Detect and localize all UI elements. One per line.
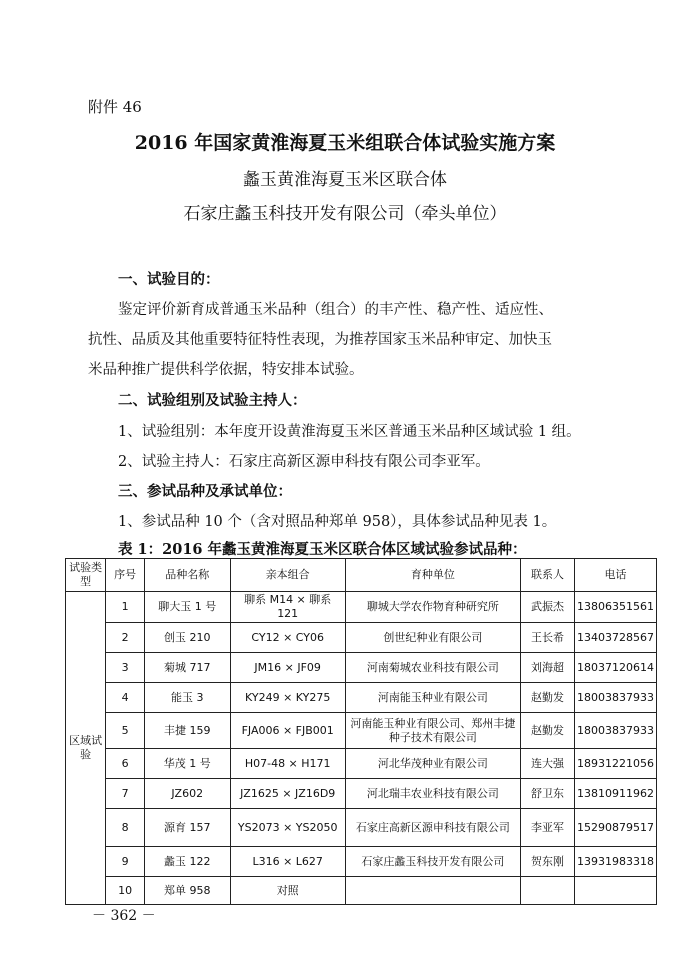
cell-no: 3 <box>106 653 144 683</box>
cell-parents: 聊系 M14 × 聊系 121 <box>230 592 345 623</box>
cell-parents: CY12 × CY06 <box>230 623 345 653</box>
cell-phone <box>575 877 657 905</box>
document-title: 2016 年国家黄淮海夏玉米组联合体试验实施方案 <box>134 132 556 154</box>
table-row <box>66 877 657 905</box>
cell-parents: H07-48 × H171 <box>230 749 345 779</box>
cell-name: 源育 157 <box>144 809 230 847</box>
cell-parents: L316 × L627 <box>230 847 345 877</box>
cell-phone: 15290879517 <box>575 809 657 847</box>
cell-breeder <box>345 877 520 905</box>
cell-parents: FJA006 × FJB001 <box>230 713 345 749</box>
cell-phone: 13403728567 <box>575 623 657 653</box>
cell-breeder: 聊城大学农作物育种研究所 <box>345 592 520 623</box>
header-type: 试验类型 <box>66 559 106 592</box>
cell-phone: 18003837933 <box>575 683 657 713</box>
cell-contact: 李亚军 <box>520 809 574 847</box>
cell-breeder: 河南能玉种业有限公司 <box>345 683 520 713</box>
cell-contact: 刘海超 <box>520 653 574 683</box>
cell-contact: 王长希 <box>520 623 574 653</box>
header-breeder: 育种单位 <box>345 559 520 592</box>
cell-parents: JM16 × JF09 <box>230 653 345 683</box>
cell-breeder: 石家庄蠡玉科技开发有限公司 <box>345 847 520 877</box>
document-subtitle-1: 蠡玉黄淮海夏玉米区联合体 <box>243 170 447 190</box>
cell-name: 创玉 210 <box>144 623 230 653</box>
cell-no: 2 <box>106 623 144 653</box>
section-2-heading: 二、试验组别及试验主持人： <box>118 392 307 409</box>
cell-name: 郑单 958 <box>144 877 230 905</box>
table-row <box>66 847 657 877</box>
trial-type-cell: 区域试验 <box>66 592 106 905</box>
section-1-line-3: 米品种推广提供科学依据，特安排本试验。 <box>88 362 364 378</box>
cell-contact: 贺东刚 <box>520 847 574 877</box>
cell-no: 9 <box>106 847 144 877</box>
cell-no: 10 <box>106 877 144 905</box>
section-1-line-1: 鉴定评价新育成普通玉米品种（组合）的丰产性、稳产性、适应性、 <box>118 302 553 318</box>
cell-parents: JZ1625 × JZ16D9 <box>230 779 345 809</box>
cell-phone: 13931983318 <box>575 847 657 877</box>
section-3-heading: 三、参试品种及承试单位： <box>118 483 292 500</box>
varieties-table <box>65 558 657 905</box>
cell-no: 7 <box>106 779 144 809</box>
cell-contact: 赵勤发 <box>520 713 574 749</box>
cell-no: 8 <box>106 809 144 847</box>
cell-parents: 对照 <box>230 877 345 905</box>
header-no: 序号 <box>106 559 144 592</box>
cell-name: 能玉 3 <box>144 683 230 713</box>
section-1-line-2: 抗性、品质及其他重要特征特性表现，为推荐国家玉米品种审定、加快玉 <box>88 332 552 348</box>
cell-no: 1 <box>106 592 144 623</box>
table-row <box>66 683 657 713</box>
section-2-item-1: 1、试验组别：本年度开设黄淮海夏玉米区普通玉米品种区域试验 1 组。 <box>118 424 581 440</box>
header-contact: 联系人 <box>520 559 574 592</box>
cell-contact: 赵勤发 <box>520 683 574 713</box>
cell-name: 菊城 717 <box>144 653 230 683</box>
table-row <box>66 653 657 683</box>
cell-breeder: 河北瑞丰农业科技有限公司 <box>345 779 520 809</box>
section-1-heading: 一、试验目的： <box>118 271 220 288</box>
table-row <box>66 809 657 847</box>
cell-name: 蠡玉 122 <box>144 847 230 877</box>
cell-no: 6 <box>106 749 144 779</box>
cell-breeder: 河南菊城农业科技有限公司 <box>345 653 520 683</box>
cell-breeder: 河北华茂种业有限公司 <box>345 749 520 779</box>
table-row <box>66 779 657 809</box>
page-number: － 362 － <box>92 908 156 924</box>
document-subtitle-2: 石家庄蠡玉科技开发有限公司（牵头单位） <box>183 204 507 224</box>
cell-no: 4 <box>106 683 144 713</box>
cell-phone: 18931221056 <box>575 749 657 779</box>
cell-phone: 18037120614 <box>575 653 657 683</box>
cell-parents: YS2073 × YS2050 <box>230 809 345 847</box>
section-2-item-2: 2、试验主持人：石家庄高新区源申科技有限公司李亚军。 <box>118 454 490 470</box>
cell-breeder: 创世纪种业有限公司 <box>345 623 520 653</box>
cell-name: 丰捷 159 <box>144 713 230 749</box>
cell-phone: 13810911962 <box>575 779 657 809</box>
cell-breeder: 河南能玉种业有限公司、郑州丰捷种子技术有限公司 <box>345 713 520 749</box>
cell-name: 华茂 1 号 <box>144 749 230 779</box>
header-parents: 亲本组合 <box>230 559 345 592</box>
section-3-item-1: 1、参试品种 10 个（含对照品种郑单 958），具体参试品种见表 1。 <box>118 514 557 530</box>
cell-contact: 连大强 <box>520 749 574 779</box>
header-phone: 电话 <box>575 559 657 592</box>
table-header-row <box>66 559 657 592</box>
cell-contact: 武振杰 <box>520 592 574 623</box>
cell-no: 5 <box>106 713 144 749</box>
table-row <box>66 592 657 623</box>
table-row <box>66 623 657 653</box>
attachment-label: 附件 46 <box>88 98 142 116</box>
cell-parents: KY249 × KY275 <box>230 683 345 713</box>
header-name: 品种名称 <box>144 559 230 592</box>
cell-phone: 18003837933 <box>575 713 657 749</box>
cell-name: JZ602 <box>144 779 230 809</box>
table-caption: 表 1：2016 年蠡玉黄淮海夏玉米区联合体区域试验参试品种： <box>118 541 527 558</box>
cell-phone: 13806351561 <box>575 592 657 623</box>
cell-breeder: 石家庄高新区源申科技有限公司 <box>345 809 520 847</box>
cell-name: 聊大玉 1 号 <box>144 592 230 623</box>
table-row <box>66 749 657 779</box>
table-row <box>66 713 657 749</box>
cell-contact: 舒卫东 <box>520 779 574 809</box>
cell-contact <box>520 877 574 905</box>
